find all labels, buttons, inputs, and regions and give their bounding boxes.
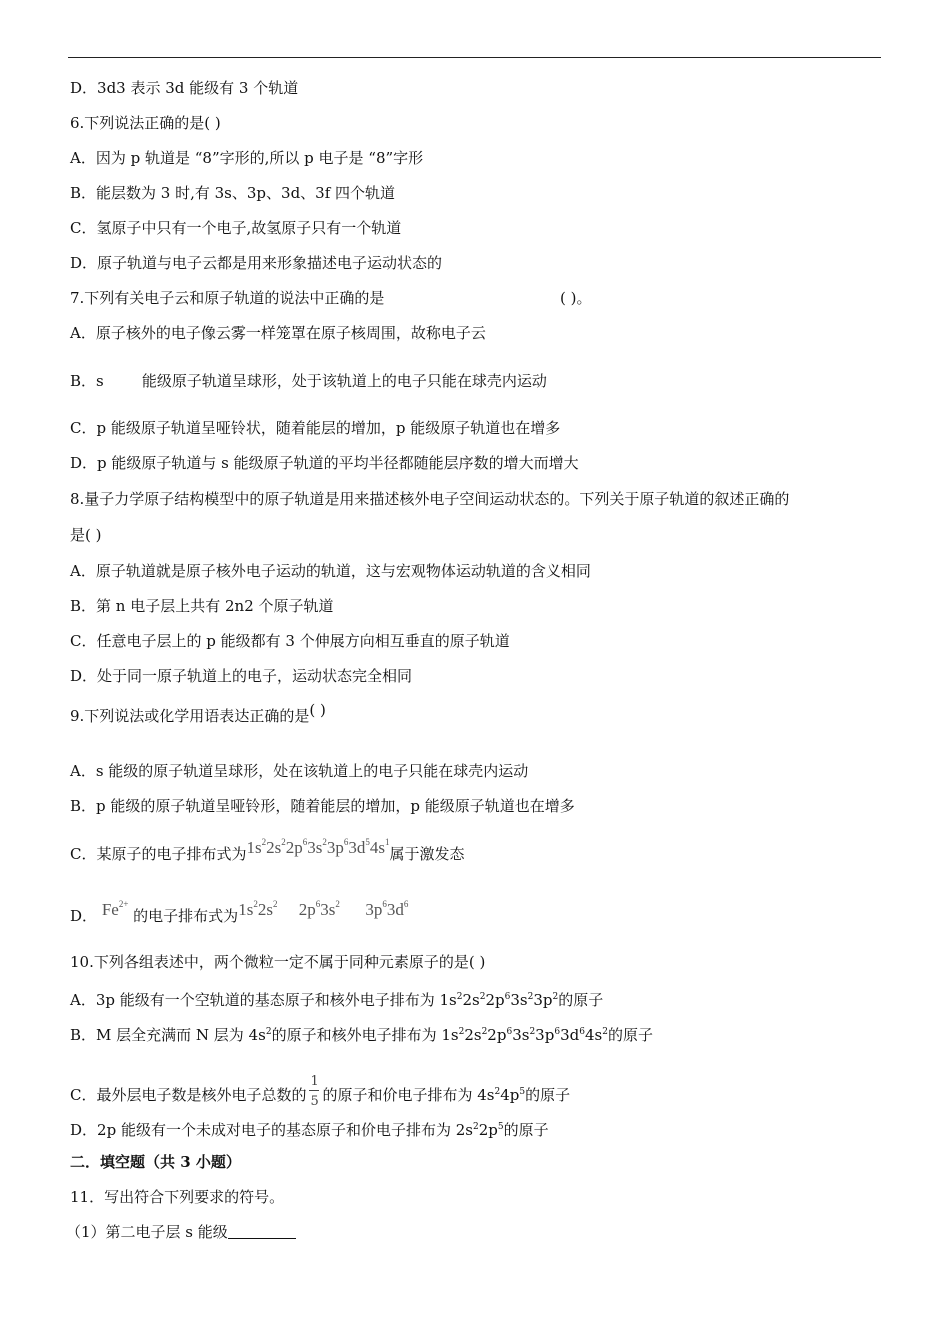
f-term: 2p xyxy=(485,991,505,1009)
q10a-tail: 的原子 xyxy=(558,991,604,1009)
f-term: 3d xyxy=(386,900,404,919)
q8-stem-line2: 是( ) xyxy=(70,526,102,544)
q9c-config-formula xyxy=(246,838,389,857)
q10-stem: 10.下列各组表述中，两个微粒一定不属于同种元素原子的是( ) xyxy=(70,953,486,971)
f-exp: 2 xyxy=(335,899,340,909)
f-term: 3p xyxy=(535,1026,555,1044)
f-term: Fe xyxy=(101,900,119,919)
f-term: 3s xyxy=(510,991,528,1009)
f-exp: 5 xyxy=(365,837,370,847)
answer-blank[interactable] xyxy=(228,1224,296,1239)
f-term: 4s xyxy=(369,838,385,857)
f-term: 3p xyxy=(533,991,553,1009)
q9-text: 9.下列说法或化学用语表达正确的是 xyxy=(70,707,310,725)
q6-option-b: B．能层数为 3 时,有 3s、3p、3d、3f 四个轨道 xyxy=(70,184,396,202)
q8-option-c: C．任意电子层上的 p 能级都有 3 个伸展方向相互垂直的原子轨道 xyxy=(70,632,510,650)
q11-stem: 11．写出符合下列要求的符号。 xyxy=(70,1188,285,1206)
f-exp: 2 xyxy=(602,1027,608,1037)
f-term: 4p xyxy=(500,1086,520,1104)
q10-option-d xyxy=(70,1117,549,1140)
f-term: 2s xyxy=(257,900,273,919)
f-term: 3s xyxy=(307,838,323,857)
q10c-mid: 的原子和价电子排布为 4s xyxy=(322,1086,495,1104)
q8-option-a: A．原子轨道就是原子核外电子运动的轨道，这与宏观物体运动轨道的含义相同 xyxy=(70,562,591,580)
q7-option-d: D．p 能级原子轨道与 s 能级原子轨道的平均半径都随能层序数的增大而增大 xyxy=(70,454,579,472)
f-exp: 2 xyxy=(456,992,463,1002)
q11-part-1-label: （1）第二电子层 s 能级 xyxy=(66,1223,228,1241)
q10b-mid: 的原子和核外电子排布为 1s xyxy=(271,1026,459,1044)
f-exp: 6 xyxy=(343,837,349,847)
f-exp: 2 xyxy=(529,1027,536,1037)
f-term: 2p xyxy=(478,1121,498,1139)
f-exp: 2 xyxy=(265,1027,272,1037)
one-fifth-fraction xyxy=(308,1074,320,1109)
q9-option-d xyxy=(70,900,408,926)
q7-option-a: A．原子核外的电子像云雾一样笼罩在原子核周围，故称电子云 xyxy=(70,324,486,342)
q7-option-b: B．s 能级原子轨道呈球形，处于该轨道上的电子只能在球壳内运动 xyxy=(70,372,547,390)
q7-option-c: C．p 能级原子轨道呈哑铃状，随着能层的增加，p 能级原子轨道也在增多 xyxy=(70,419,561,437)
f-term: 3s xyxy=(512,1026,530,1044)
f-term: 3p xyxy=(365,900,383,919)
q8-stem-line1: 8.量子力学原子结构模型中的原子轨道是用来描述核外电子空间运动状态的。下列关于原子轨道的叙述正确的 xyxy=(70,490,790,508)
f-exp: 6 xyxy=(315,899,321,909)
f-term: 2p xyxy=(487,1026,507,1044)
f-exp: 2 xyxy=(479,992,486,1002)
q7-stem xyxy=(70,288,592,308)
q6-option-d: D．原子轨道与电子云都是用来形象描述电子运动状态的 xyxy=(70,254,443,272)
q10b-tail: 的原子 xyxy=(607,1026,653,1044)
f-term: 3p xyxy=(326,838,344,857)
q10d-label: D．2p 能级有一个未成对电子的基态原子和价电子排布为 2s xyxy=(70,1121,473,1139)
f-term: 2s xyxy=(464,1026,482,1044)
f-exp: 2+ xyxy=(118,899,129,909)
q6-stem: 6.下列说法正确的是( ) xyxy=(70,114,221,132)
f-exp: 2 xyxy=(552,992,559,1002)
header-rule xyxy=(68,57,881,58)
f-exp: 2 xyxy=(458,1027,465,1037)
q11-part-1 xyxy=(66,1222,296,1242)
q5-option-d: D．3d3 表示 3d 能级有 3 个轨道 xyxy=(70,79,299,97)
f-term: 2p xyxy=(298,900,316,919)
f-exp: 2 xyxy=(281,837,286,847)
q7-text: 7.下列有关电子云和原子轨道的说法中正确的是 xyxy=(70,289,385,307)
f-exp: 6 xyxy=(382,899,387,909)
q10b-label: B．M 层全充满而 N 层为 4s xyxy=(70,1026,266,1044)
f-term: 2s xyxy=(266,838,282,857)
q9d-config-formula xyxy=(238,900,408,919)
f-term: 3d xyxy=(560,1026,580,1044)
f-term: 2p xyxy=(285,838,303,857)
f-exp: 2 xyxy=(481,1027,488,1037)
f-exp: 2 xyxy=(261,837,267,847)
q7-paren: ( )。 xyxy=(560,289,592,307)
f-exp: 6 xyxy=(403,899,409,909)
f-term: 2s xyxy=(462,991,480,1009)
q9d-mid: 的电子排布式为 xyxy=(133,907,239,925)
q9-option-c xyxy=(70,838,465,864)
q10c-label: C．最外层电子数是核外电子总数的 xyxy=(70,1086,307,1104)
section-2-heading: 二．填空题（共 3 小题） xyxy=(70,1153,241,1171)
f-exp: 6 xyxy=(504,992,511,1002)
f-exp: 6 xyxy=(302,837,308,847)
f-exp: 2 xyxy=(494,1087,501,1097)
fe-ion-formula xyxy=(102,900,129,919)
f-exp: 6 xyxy=(579,1027,585,1037)
fraction-bar xyxy=(309,1090,319,1091)
f-term: 1s xyxy=(246,838,262,857)
fraction-numerator: 1 xyxy=(310,1074,319,1089)
f-exp: 6 xyxy=(506,1027,513,1037)
f-exp: 5 xyxy=(519,1087,526,1097)
f-exp: 2 xyxy=(527,992,534,1002)
f-term: 1s xyxy=(238,900,254,919)
f-exp: 6 xyxy=(554,1027,561,1037)
q6-option-c: C．氢原子中只有一个电子,故氢原子只有一个轨道 xyxy=(70,219,402,237)
q10d-tail: 的原子 xyxy=(503,1121,549,1139)
q10-option-a xyxy=(70,987,603,1010)
f-exp: 2 xyxy=(253,899,258,909)
f-exp: 2 xyxy=(322,837,327,847)
q9-option-a: A．s 能级的原子轨道呈球形，处在该轨道上的电子只能在球壳内运动 xyxy=(70,762,529,780)
q10a-label: A．3p 能级有一个空轨道的基态原子和核外电子排布为 1s xyxy=(70,991,457,1009)
q9c-label: C．某原子的电子排布式为 xyxy=(70,845,247,863)
q8-option-d: D．处于同一原子轨道上的电子，运动状态完全相同 xyxy=(70,667,413,685)
q10-option-b xyxy=(70,1022,653,1045)
f-term: 4s xyxy=(584,1026,603,1044)
q9-stem xyxy=(70,701,326,726)
fraction-denominator: 5 xyxy=(310,1094,319,1109)
q9c-tail: 属于激发态 xyxy=(389,845,465,863)
f-term: 3s xyxy=(320,900,336,919)
q10c-tail: 的原子 xyxy=(525,1086,571,1104)
q9-option-b: B．p 能级的原子轨道呈哑铃形，随着能层的增加，p 能级原子轨道也在增多 xyxy=(70,797,575,815)
q9d-label: D． xyxy=(70,907,98,925)
q9-paren: ( ) xyxy=(309,701,326,719)
q6-option-a: A．因为 p 轨道是 “8”字形的,所以 p 电子是 “8”字形 xyxy=(70,149,424,167)
f-exp: 5 xyxy=(497,1122,504,1132)
q10-option-c xyxy=(70,1074,571,1109)
f-exp: 2 xyxy=(272,899,278,909)
q8-option-b: B．第 n 电子层上共有 2n2 个原子轨道 xyxy=(70,597,334,615)
f-exp: 1 xyxy=(384,837,390,847)
f-exp: 2 xyxy=(472,1122,479,1132)
f-term: 3d xyxy=(348,838,366,857)
